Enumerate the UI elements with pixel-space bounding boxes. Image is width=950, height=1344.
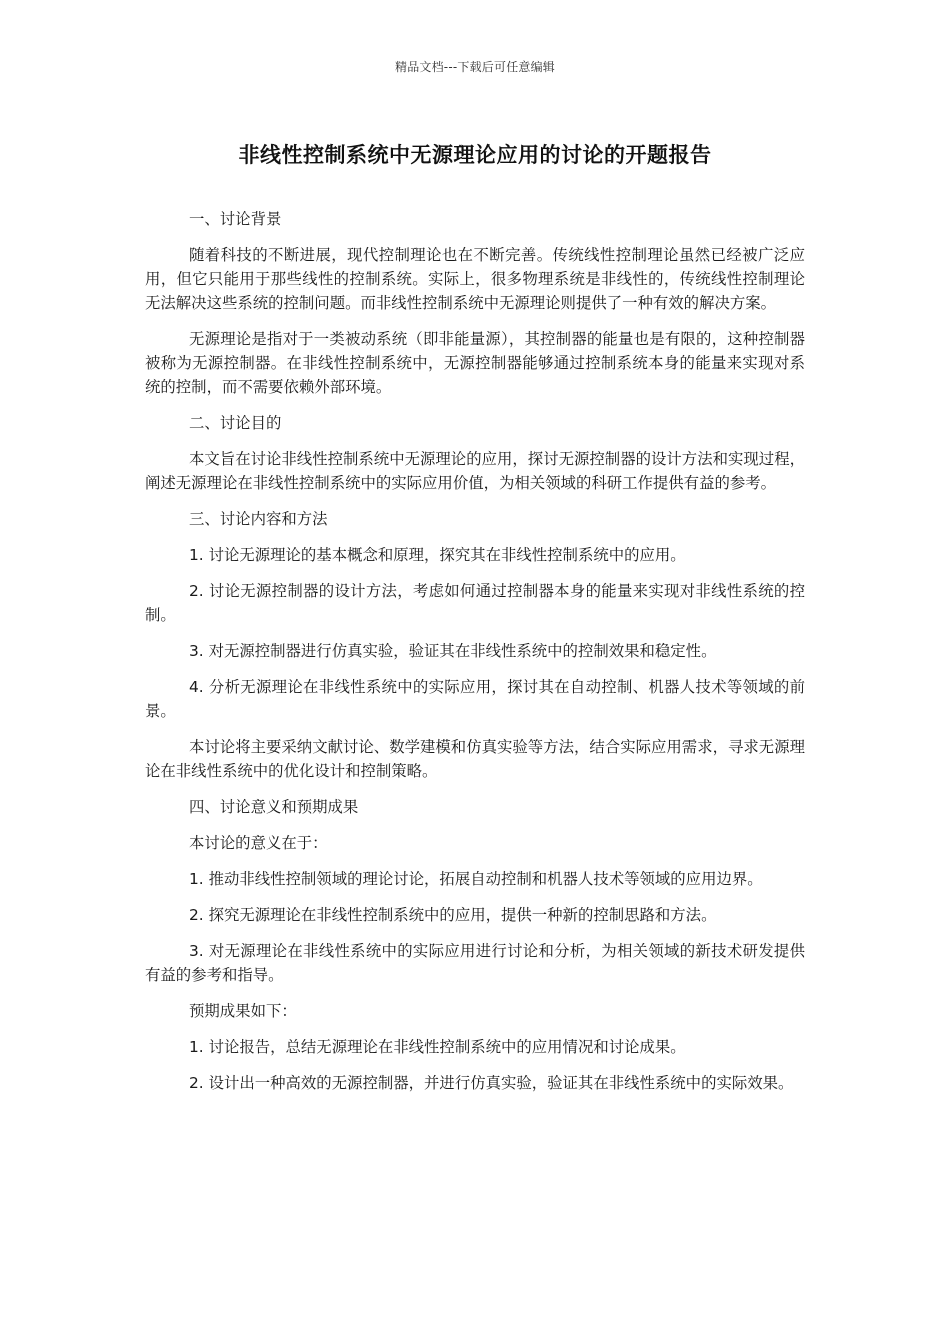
document-title: 非线性控制系统中无源理论应用的讨论的开题报告 — [238, 143, 712, 167]
list-item: 1. 讨论无源理论的基本概念和原理，探究其在非线性控制系统中的应用。 — [189, 546, 686, 564]
paragraph: 本讨论将主要采纳文献讨论、数学建模和仿真实验等方法，结合实际应用需求，寻求无源理论在非线性系统中的优化设计和控制策略。 — [145, 738, 805, 780]
list-item: 1. 推动非线性控制领域的理论讨论，拓展自动控制和机器人技术等领域的应用边界。 — [189, 870, 763, 888]
list-item: 3. 对无源理论在非线性系统中的实际应用进行讨论和分析，为相关领域的新技术研发提供有益的参考和指导。 — [145, 942, 805, 984]
paragraph: 本讨论的意义在于： — [189, 834, 328, 852]
list-item: 2. 探究无源理论在非线性控制系统中的应用，提供一种新的控制思路和方法。 — [189, 906, 717, 924]
list-item: 2. 设计出一种高效的无源控制器，并进行仿真实验，验证其在非线性系统中的实际效果。 — [189, 1074, 794, 1092]
section-heading-content-methods: 三、讨论内容和方法 — [189, 510, 328, 528]
document-body — [145, 207, 805, 1107]
list-item: 3. 对无源控制器进行仿真实验，验证其在非线性系统中的控制效果和稳定性。 — [189, 642, 717, 660]
section-heading-significance: 四、讨论意义和预期成果 — [189, 798, 359, 816]
list-item: 1. 讨论报告，总结无源理论在非线性控制系统中的应用情况和讨论成果。 — [189, 1038, 686, 1056]
section-heading-purpose: 二、讨论目的 — [189, 414, 282, 432]
header-note: 精品文档---下载后可任意编辑 — [395, 60, 555, 74]
paragraph: 无源理论是指对于一类被动系统（即非能量源），其控制器的能量也是有限的，这种控制器被称为无源控制器。在非线性控制系统中，无源控制器能够通过控制系统本身的能量来实现对系统的控制，而不需要依赖外部环境。 — [145, 330, 805, 396]
paragraph: 随着科技的不断进展，现代控制理论也在不断完善。传统线性控制理论虽然已经被广泛应用，但它只能用于那些线性的控制系统。实际上，很多物理系统是非线性的，传统线性控制理论无法解决这些系统的控制问题。而非线性控制系统中无源理论则提供了一种有效的解决方案。 — [145, 246, 805, 312]
paragraph: 本文旨在讨论非线性控制系统中无源理论的应用，探讨无源控制器的设计方法和实现过程，阐述无源理论在非线性控制系统中的实际应用价值，为相关领域的科研工作提供有益的参考。 — [145, 450, 805, 492]
paragraph: 预期成果如下： — [189, 1002, 297, 1020]
list-item: 4. 分析无源理论在非线性系统中的实际应用，探讨其在自动控制、机器人技术等领域的前景。 — [145, 678, 805, 720]
list-item: 2. 讨论无源控制器的设计方法，考虑如何通过控制器本身的能量来实现对非线性系统的控制。 — [145, 582, 805, 624]
section-heading-background: 一、讨论背景 — [189, 210, 282, 228]
